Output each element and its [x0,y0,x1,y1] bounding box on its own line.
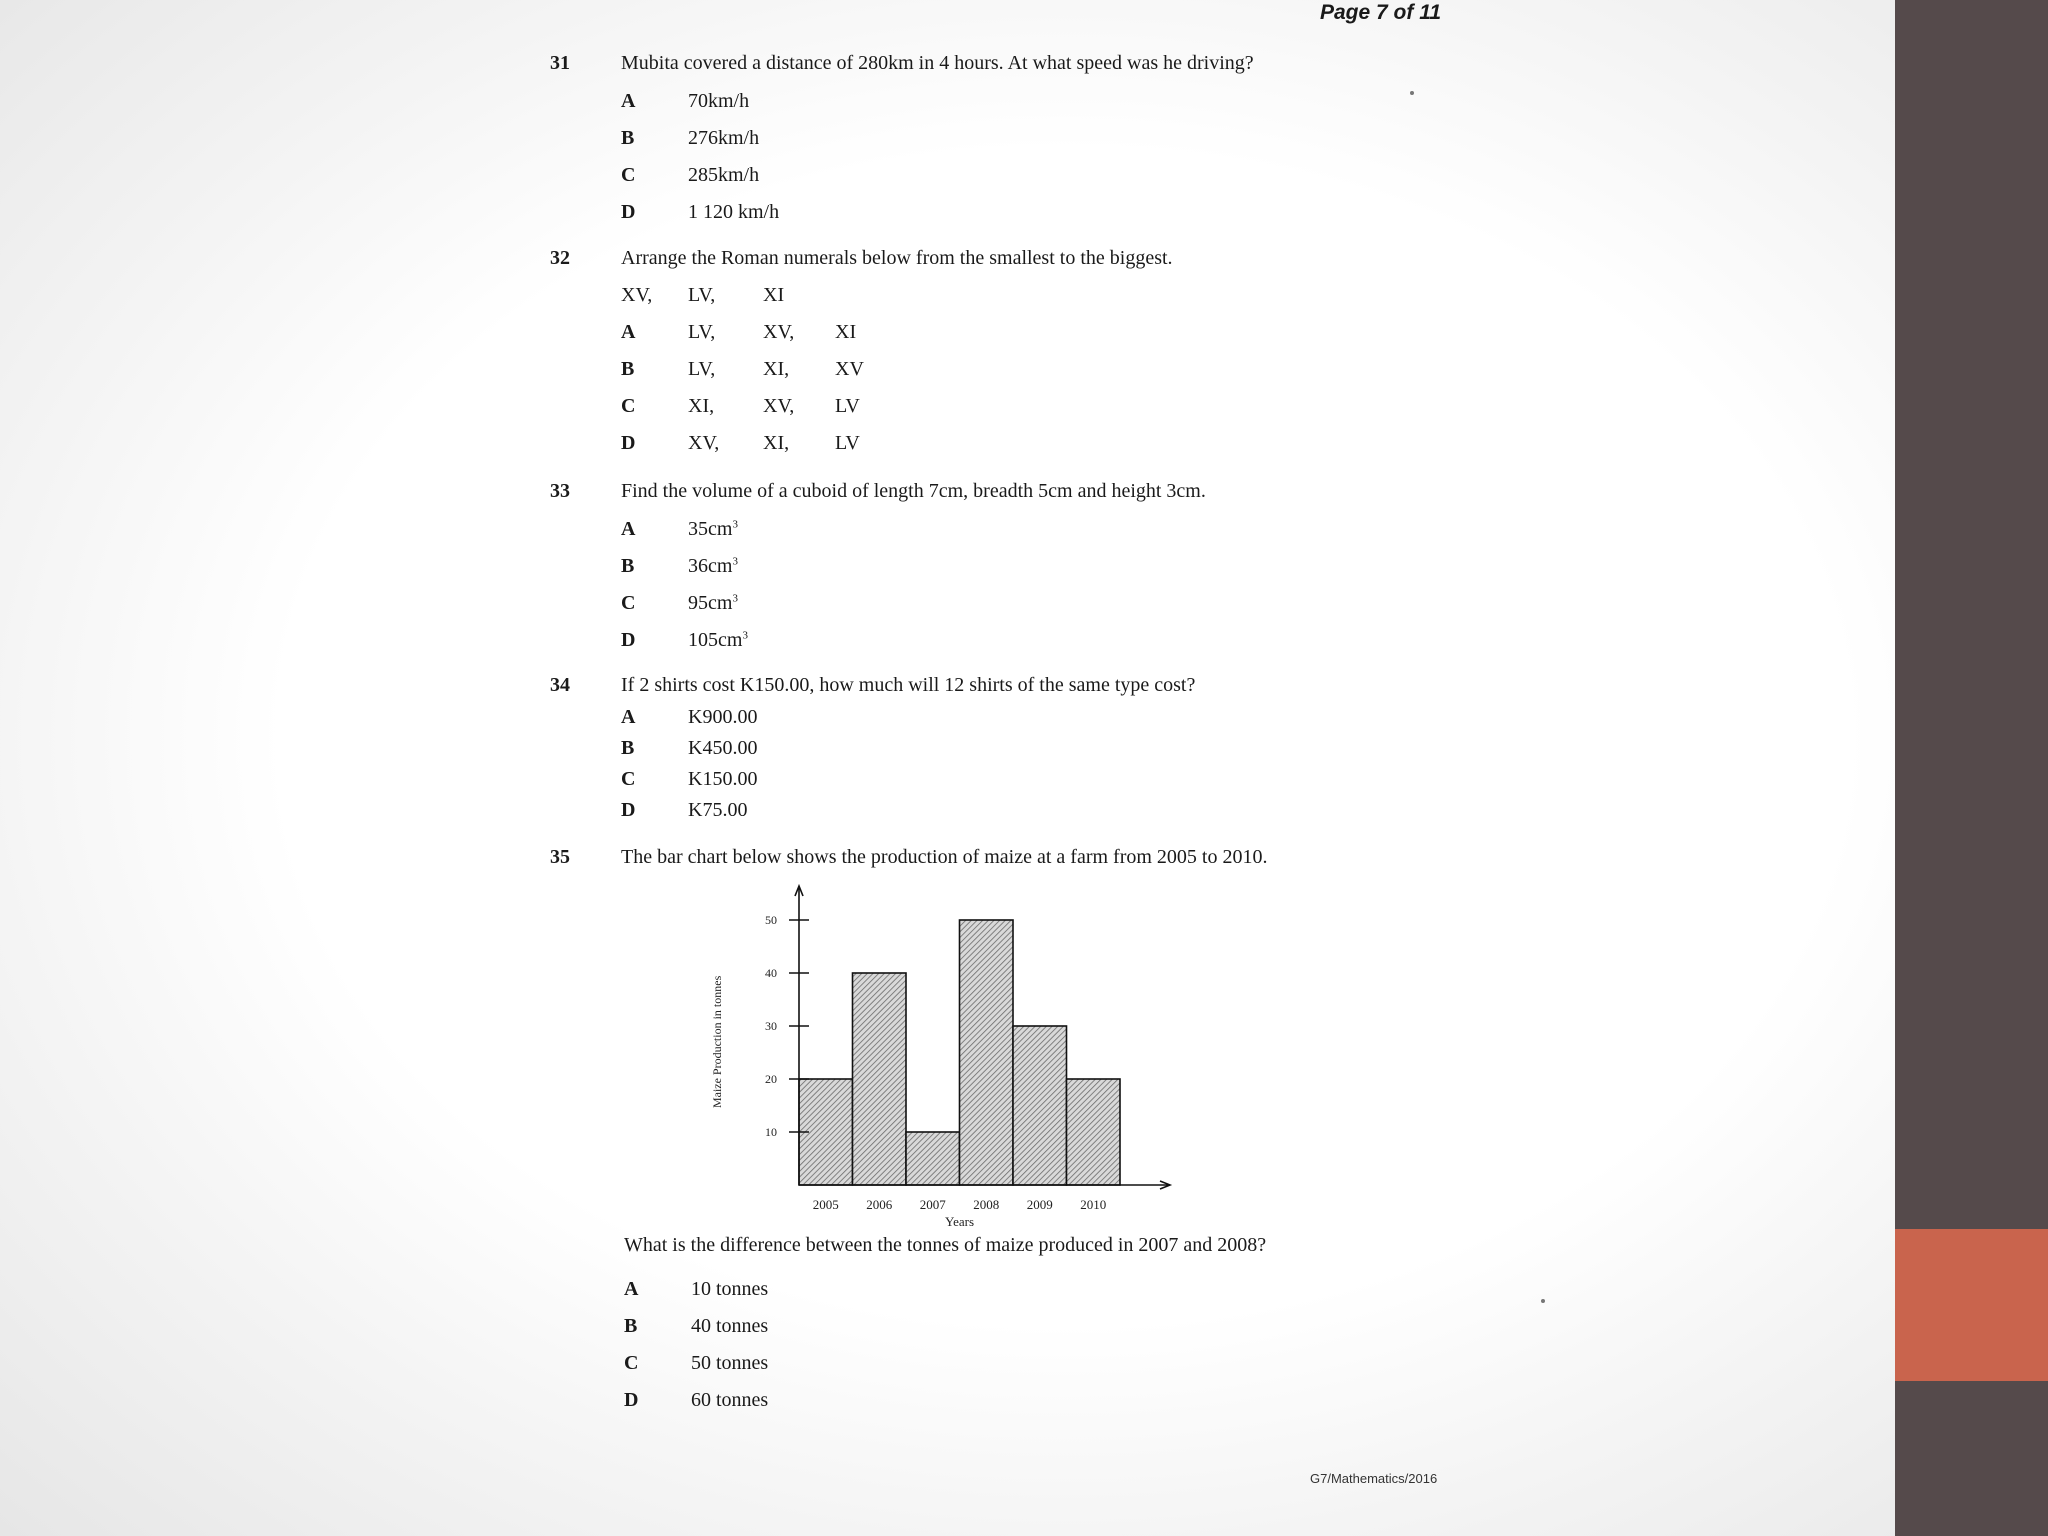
x-tick-label: 2007 [919,1197,946,1212]
question-35-number: 35 [550,846,570,868]
option-letter: D [621,629,636,651]
option-letter: C [621,395,636,417]
x-tick-label: 2009 [1026,1197,1053,1212]
option-letter: A [621,706,636,728]
bar-2008 [960,920,1014,1185]
numeral: LV, [688,358,716,380]
scan-speck [1541,1299,1545,1303]
option-letter: C [621,164,636,186]
option-letter: D [621,799,636,821]
y-tick-label: 20 [765,1072,777,1086]
x-tick-label: 2005 [812,1197,839,1212]
option-letter: A [624,1278,639,1300]
x-tick-label: 2008 [973,1197,1000,1212]
option-text: K75.00 [688,799,748,821]
question-35-text: The bar chart below shows the production of maize at a farm from 2005 to 2010. [621,846,1268,868]
exponent: 3 [732,592,738,605]
bar-2010 [1067,1079,1121,1185]
option-text: 70km/h [688,90,750,112]
bar-chart-svg [700,880,1180,1240]
exponent: 3 [732,555,738,568]
page-number: Page 7 of 11 [1320,1,1441,24]
option-text: 40 tonnes [691,1315,769,1337]
question-34-text: If 2 shirts cost K150.00, how much will 12 shirts of the same type cost? [621,674,1196,696]
question-31-number: 31 [550,52,570,74]
x-tick-label: 2006 [866,1197,893,1212]
numeral: XV, [621,284,653,306]
option-letter: D [621,432,636,454]
numeral: XI [835,321,857,343]
numeral: XV, [763,395,795,417]
exponent: 3 [742,629,748,642]
numeral: LV, [688,284,716,306]
option-text: 285km/h [688,164,760,186]
bar-2006 [853,973,907,1185]
bar-2009 [1013,1026,1067,1185]
option-letter: A [621,321,636,343]
numeral: XV, [763,321,795,343]
option-text: 50 tonnes [691,1352,769,1374]
option-letter: B [621,737,635,759]
numeral: LV [835,432,860,454]
numeral: XI, [763,432,790,454]
option-letter: A [621,90,636,112]
numeral: XV [835,358,864,380]
option-letter: B [624,1315,638,1337]
option-text: K900.00 [688,706,758,728]
option-letter: B [621,127,635,149]
option-letter: B [621,555,635,577]
option-text: K450.00 [688,737,758,759]
question-32-text: Arrange the Roman numerals below from the smallest to the biggest. [621,247,1173,269]
numeral: XV, [688,432,720,454]
bar-2007 [906,1132,960,1185]
x-axis-title: Years [944,1214,975,1229]
y-tick-label: 40 [765,966,777,980]
footer-paper-code: G7/Mathematics/2016 [1310,1471,1438,1486]
y-tick-label: 50 [765,913,777,927]
numeral: XI [763,284,785,306]
numeral: XI, [688,395,715,417]
numeral: LV, [688,321,716,343]
option-text: 276km/h [688,127,760,149]
option-text: 10 tonnes [691,1278,769,1300]
y-axis-title: Maize Production in tonnes [710,975,724,1109]
y-tick-label: 30 [765,1019,777,1033]
scan-speck [1410,91,1414,95]
exponent: 3 [732,518,738,531]
question-33-text: Find the volume of a cuboid of length 7cm, breadth 5cm and height 3cm. [621,480,1206,502]
option-text: K150.00 [688,768,758,790]
option-text: $105cm^3$ [688,629,748,651]
option-letter: B [621,358,635,380]
slide-side-accent [1895,1229,2048,1381]
option-text: $95cm^3$ [688,592,738,614]
question-31-text: Mubita covered a distance of 280km in 4 hours. At what speed was he driving? [621,52,1254,74]
maize-production-bar-chart [700,880,1180,1240]
question-34-number: 34 [550,674,570,696]
question-33-number: 33 [550,480,570,502]
option-letter: A [621,518,636,540]
y-tick-label: 10 [765,1125,777,1139]
option-letter: C [624,1352,639,1374]
option-letter: D [624,1389,639,1411]
option-text: $36cm^3$ [688,555,738,577]
x-tick-label: 2010 [1080,1197,1107,1212]
option-text: 60 tonnes [691,1389,769,1411]
option-letter: D [621,201,636,223]
numeral: XI, [763,358,790,380]
option-text: $35cm^3$ [688,518,738,540]
option-letter: C [621,592,636,614]
question-35-followup: What is the difference between the tonnes of maize produced in 2007 and 2008? [624,1234,1267,1256]
option-letter: C [621,768,636,790]
question-32-number: 32 [550,247,570,269]
option-text: 1 120 km/h [688,201,780,223]
numeral: LV [835,395,860,417]
